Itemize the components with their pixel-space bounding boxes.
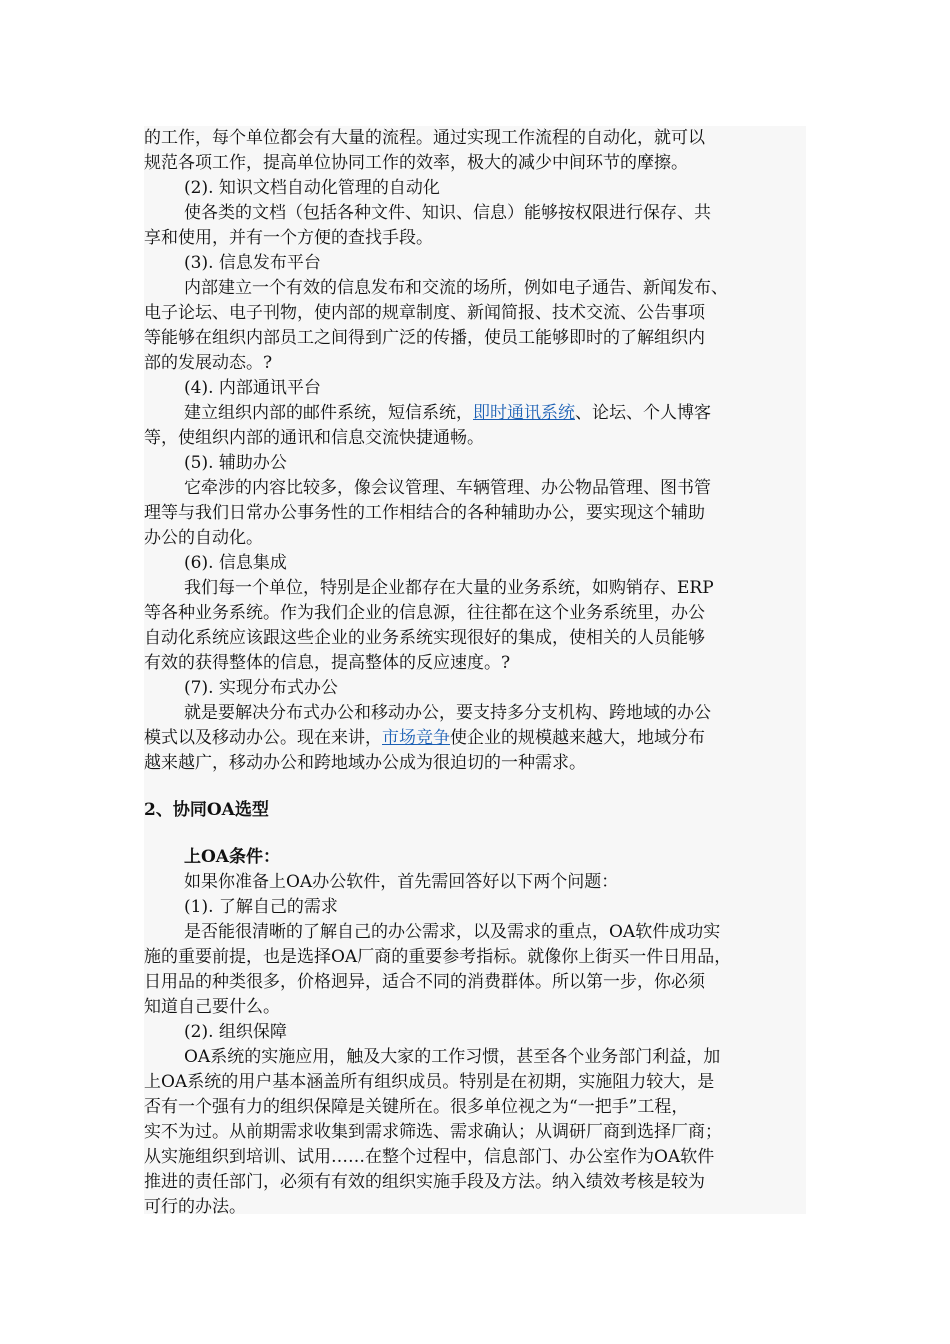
item-heading-5: (5). 辅助办公 [184, 453, 287, 473]
im-system-link[interactable]: 即时通讯系统 [473, 403, 575, 423]
paragraph-line: 上OA系统的用户基本涵盖所有组织成员。特别是在初期，实施阻力较大，是 [144, 1072, 715, 1092]
paragraph-line: 知道自己要什么。 [144, 997, 280, 1017]
paragraph-line: 自动化系统应该跟这些企业的业务系统实现很好的集成，使相关的人员能够 [144, 628, 705, 648]
paragraph-line: 等，使组织内部的通讯和信息交流快捷通畅。 [144, 428, 484, 448]
paragraph-line: 规范各项工作，提高单位协同工作的效率，极大的减少中间环节的摩擦。 [144, 153, 688, 173]
paragraph-line: 是否能很清晰的了解自己的办公需求，以及需求的重点，OA软件成功实 [184, 922, 721, 942]
paragraph-line: 内部建立一个有效的信息发布和交流的场所，例如电子通告、新闻发布、 [184, 278, 728, 298]
paragraph-line: 越来越广，移动办公和跨地域办公成为很迫切的一种需求。 [144, 753, 586, 773]
paragraph-line: 享和使用，并有一个方便的查找手段。 [144, 228, 433, 248]
paragraph-line: 办公的自动化。 [144, 528, 263, 548]
text-span: 建立组织内部的邮件系统，短信系统， [184, 403, 473, 423]
paragraph-line: 如果你准备上OA办公软件，首先需回答好以下两个问题： [184, 872, 619, 892]
paragraph-line: 推进的责任部门，必须有有效的组织实施手段及方法。纳入绩效考核是较为 [144, 1172, 705, 1192]
paragraph-line: 部的发展动态。? [144, 353, 273, 373]
paragraph-line: OA系统的实施应用，触及大家的工作习惯，甚至各个业务部门利益，加 [184, 1047, 721, 1067]
paragraph-line: 电子论坛、电子刊物，使内部的规章制度、新闻简报、技术交流、公告事项 [144, 303, 705, 323]
paragraph-line: 就是要解决分布式办公和移动办公，要支持多分支机构、跨地域的办公 [184, 703, 711, 723]
item-heading-3: (3). 信息发布平台 [184, 253, 321, 273]
text-span: 模式以及移动办公。现在来讲， [144, 728, 382, 748]
paragraph-line: 的工作，每个单位都会有大量的流程。通过实现工作流程的自动化，就可以 [144, 128, 705, 148]
item-heading-7: (7). 实现分布式办公 [184, 678, 338, 698]
paragraph-line: 它牵涉的内容比较多，像会议管理、车辆管理、办公物品管理、图书管 [184, 478, 711, 498]
text-span: 、论坛、个人博客 [575, 403, 711, 423]
paragraph-line: 等各种业务系统。作为我们企业的信息源，往往都在这个业务系统里，办公 [144, 603, 705, 623]
item-heading-4: (4). 内部通讯平台 [184, 378, 321, 398]
paragraph-line: 我们每一个单位，特别是企业都存在大量的业务系统，如购销存、ERP [184, 578, 714, 598]
item-heading-6: (6). 信息集成 [184, 553, 287, 573]
paragraph-line: 日用品的种类很多，价格迥异，适合不同的消费群体。所以第一步，你必须 [144, 972, 705, 992]
item-heading-2: (2). 知识文档自动化管理的自动化 [184, 178, 440, 198]
paragraph-line: 理等与我们日常办公事务性的工作相结合的各种辅助办公，要实现这个辅助 [144, 503, 705, 523]
paragraph-line: 有效的获得整体的信息，提高整体的反应速度。? [144, 653, 511, 673]
market-competition-link[interactable]: 市场竞争 [382, 728, 450, 748]
paragraph-line: 否有一个强有力的组织保障是关键所在。很多单位视之为“一把手”工程， [144, 1097, 689, 1117]
subsection-heading: 上OA条件： [184, 847, 280, 867]
paragraph-line: 实不为过。从前期需求收集到需求筛选、需求确认；从调研厂商到选择厂商； [144, 1122, 722, 1142]
section-heading: 2、协同OA选型 [144, 800, 269, 820]
item-heading-1: (1). 了解自己的需求 [184, 897, 338, 917]
paragraph-line [184, 401, 711, 425]
item-heading-2b: (2). 组织保障 [184, 1022, 287, 1042]
paragraph-line [144, 726, 705, 750]
paragraph-line: 等能够在组织内部员工之间得到广泛的传播，使员工能够即时的了解组织内 [144, 328, 705, 348]
paragraph-line: 从实施组织到培训、试用……在整个过程中，信息部门、办公室作为OA软件 [144, 1147, 715, 1167]
paragraph-line: 施的重要前提，也是选择OA厂商的重要参考指标。就像你上街买一件日用品， [144, 947, 732, 967]
paragraph-line: 使各类的文档（包括各种文件、知识、信息）能够按权限进行保存、共 [184, 203, 711, 223]
text-span: 使企业的规模越来越大，地域分布 [450, 728, 705, 748]
paragraph-line: 可行的办法。 [144, 1197, 246, 1217]
